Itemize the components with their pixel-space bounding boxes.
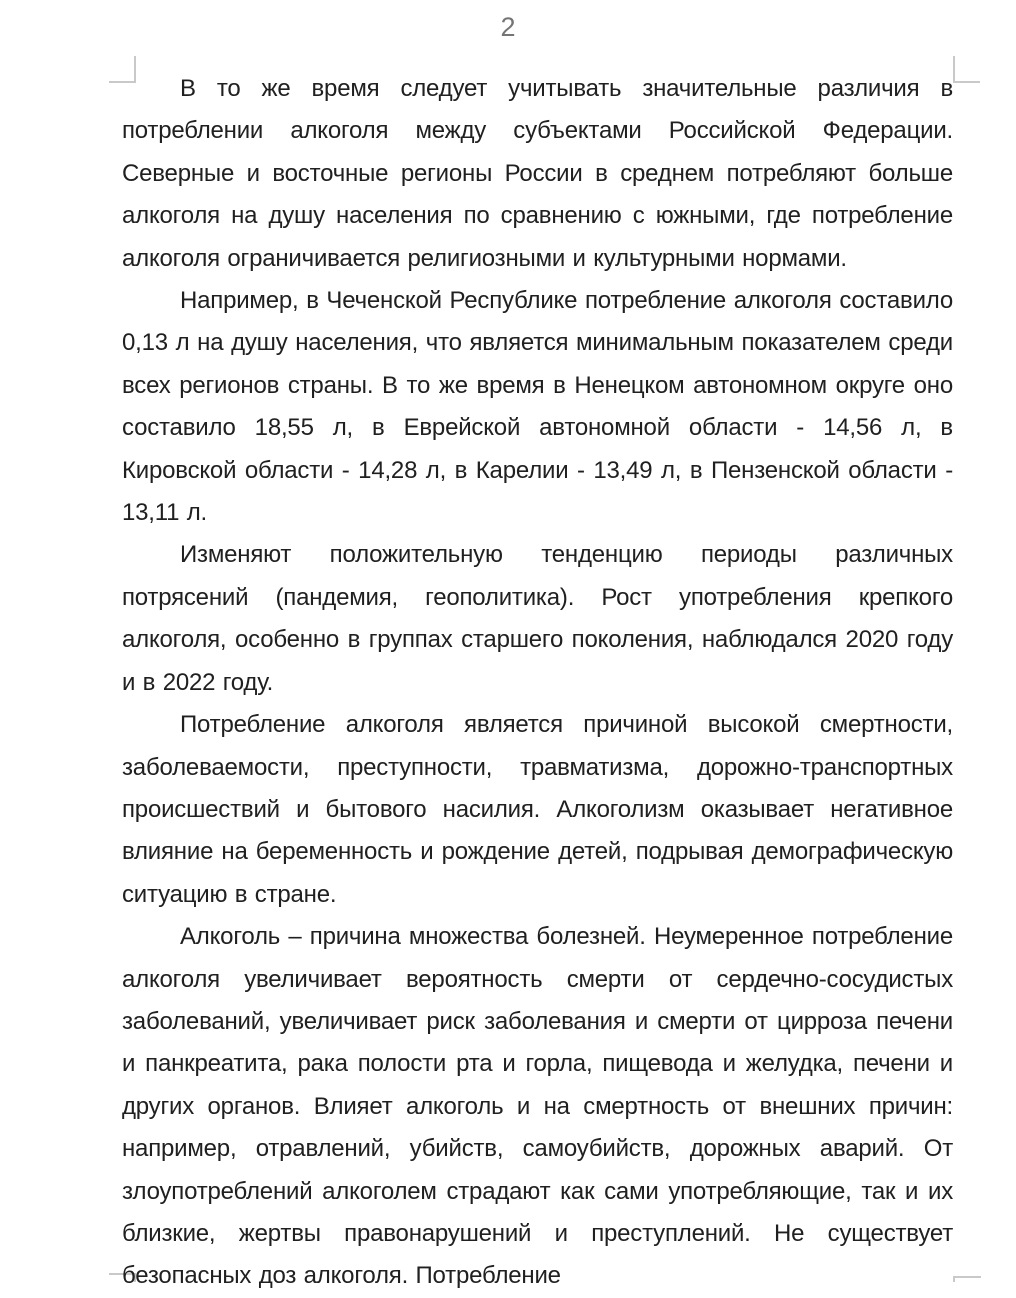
paragraph[interactable]: Потребление алкоголя является причиной высокой смертности, заболеваемости, преступности, травматизма, дорожно-транспортных происшествий и бытового насилия. Алкоголизм оказывает негативное влияние на беременность и рождение детей, подрывая демографическую ситуацию в стране. <box>122 711 953 908</box>
paragraph[interactable]: В то же время следует учитывать значительные различия в потреблении алкоголя между субъектами Российской Федерации. Северные и восточные регионы России в среднем потребляют больше алкоголя на душу населения по сравнению с южными, где потребление алкоголя ограничивается религиозными и культурными нормами. <box>122 75 953 272</box>
paragraph[interactable]: Например, в Чеченской Республике потребление алкоголя составило 0,13 л на душу населения, что является минимальным показателем среди всех регионов страны. В то же время в Ненецком автономном округе оно составило 18,55 л, в Еврейской автономной области - 14,56 л, в Кировской области - 14,28 л, в Карелии - 13,49 л, в Пензенской области - 13,11 л. <box>122 287 953 527</box>
page-number: 2 <box>500 12 516 42</box>
document-text-area <box>122 68 953 1298</box>
paragraph[interactable]: Изменяют положительную тенденцию периоды различных потрясений (пандемия, геополитика). Рост употребления крепкого алкоголя, особенно в группах старшего поколения, наблюдался 2020 году и в 2022 году. <box>122 541 953 696</box>
paragraph[interactable]: Алкоголь – причина множества болезней. Неумеренное потребление алкоголя увеличивает вероятность смерти от сердечно-сосудистых заболеваний, увеличивает риск заболевания и смерти от цирроза печени и панкреатита, рака полости рта и горла, пищевода и желудка, печени и других органов. Влияет алкоголь и на смертность от внешних причин: например, отравлений, убийств, самоубийств, дорожных аварий. От злоупотреблений алкоголем страдают как сами употребляющие, так и их близкие, жертвы правонарушений и преступлений. Не существует безопасных доз алкоголя. Потребление <box>122 923 953 1290</box>
page-corner-marker-bottom-right <box>953 1276 981 1282</box>
page-corner-marker-top-right <box>953 56 980 83</box>
